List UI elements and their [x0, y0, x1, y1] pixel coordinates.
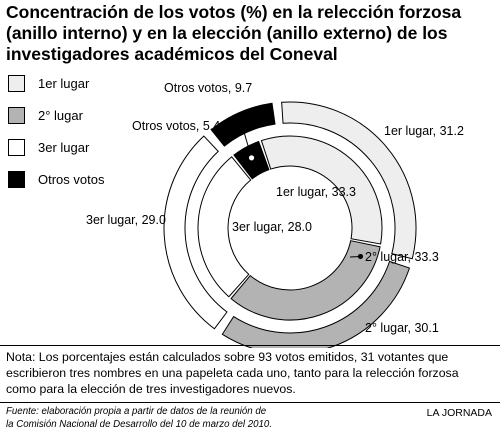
inner-label-3er: 3er lugar, 28.0 [232, 220, 312, 234]
ring-chart [0, 60, 500, 348]
title-line: (anillo interno) y en la elección (anillo externo) de los [6, 23, 448, 43]
inner-label-1er: 1er lugar, 33.3 [276, 185, 356, 199]
source-line: la Comisión Nacional de Desarrollo del 10 de marzo del 2010. [6, 418, 273, 430]
legend-label: 2° lugar [38, 107, 83, 123]
source-line: Fuente: elaboración propia a partir de datos de la reunión de [6, 406, 267, 417]
title-line: investigadores académicos del Coneval [6, 44, 338, 64]
note-line: escribieron tres nombres en una papeleta cada uno, tanto para la relección forzosa [6, 366, 459, 380]
outer-label-otros: Otros votos, 9.7 [164, 81, 253, 95]
source-note [6, 406, 272, 431]
divider [0, 345, 500, 346]
legend-label: 3er lugar [38, 139, 90, 155]
chart-title [6, 2, 496, 65]
legend-label: Otros votos [38, 171, 105, 187]
outer-label-2do: 2° lugar, 30.1 [365, 321, 439, 335]
inner-label-2do: 2° lugar, 33.3 [365, 250, 439, 264]
note-line: Nota: Los porcentajes están calculados sobre 93 votos emitidos, 31 votantes que [6, 350, 449, 364]
divider [0, 402, 500, 403]
legend-label: 1er lugar [38, 75, 90, 91]
publisher-credit: LA JORNADA [426, 407, 492, 419]
outer-label-3er: 3er lugar, 29.0 [86, 213, 166, 227]
note [6, 349, 496, 397]
note-line: como para la elección de tres investigadores nuevos. [6, 382, 296, 396]
leader-inner-segundo-dot [358, 254, 363, 259]
leader-inner-otros-dot [249, 155, 254, 160]
outer-label-1er: 1er lugar, 31.2 [384, 124, 464, 138]
title-line: Concentración de los votos (%) en la relección forzosa [6, 2, 462, 22]
inner-label-otros: Otros votos, 5.4 [132, 119, 221, 133]
